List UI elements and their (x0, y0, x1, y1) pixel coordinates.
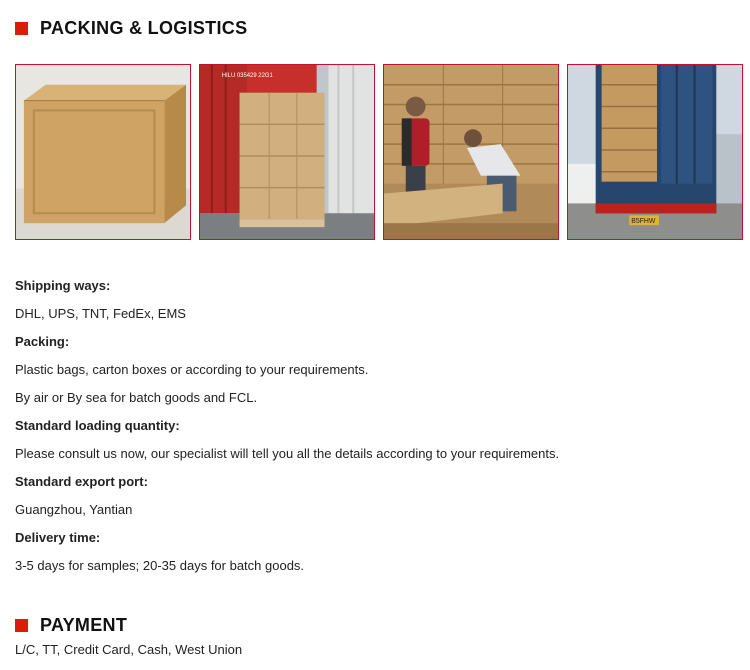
info-heading: Shipping ways: (15, 278, 111, 293)
pallet-boxes-photo (199, 64, 375, 240)
info-heading: Delivery time: (15, 530, 101, 545)
info-text: Plastic bags, carton boxes or according to your requirements. (15, 362, 369, 377)
red-square-icon (15, 619, 28, 632)
kraft-box-photo (15, 64, 191, 240)
photo-gallery (15, 64, 743, 240)
workers-loading-photo (383, 64, 559, 240)
red-square-icon (15, 22, 28, 35)
info-text: Please consult us now, our specialist will tell you all the details according to your requirements. (15, 446, 560, 461)
info-text: By air or By sea for batch goods and FCL. (15, 390, 258, 405)
container-truck-photo (567, 64, 743, 240)
packing-section-header (15, 18, 247, 39)
packing-title: PACKING & LOGISTICS (40, 18, 248, 38)
container-code-text: HILU 035429 22G1 (221, 72, 273, 79)
payment-title: PAYMENT (40, 615, 128, 635)
payment-section-header (15, 615, 127, 636)
payment-methods: L/C, TT, Credit Card, Cash, West Union (15, 642, 243, 657)
info-text: Guangzhou, Yantian (15, 502, 133, 517)
logistics-info (15, 272, 735, 580)
plate-text: B5FHW (631, 218, 656, 226)
info-heading: Packing: (15, 334, 70, 349)
info-heading: Standard loading quantity: (15, 418, 180, 433)
info-text: 3-5 days for samples; 20-35 days for batch goods. (15, 558, 305, 573)
info-heading: Standard export port: (15, 474, 148, 489)
info-text: DHL, UPS, TNT, FedEx, EMS (15, 306, 186, 321)
